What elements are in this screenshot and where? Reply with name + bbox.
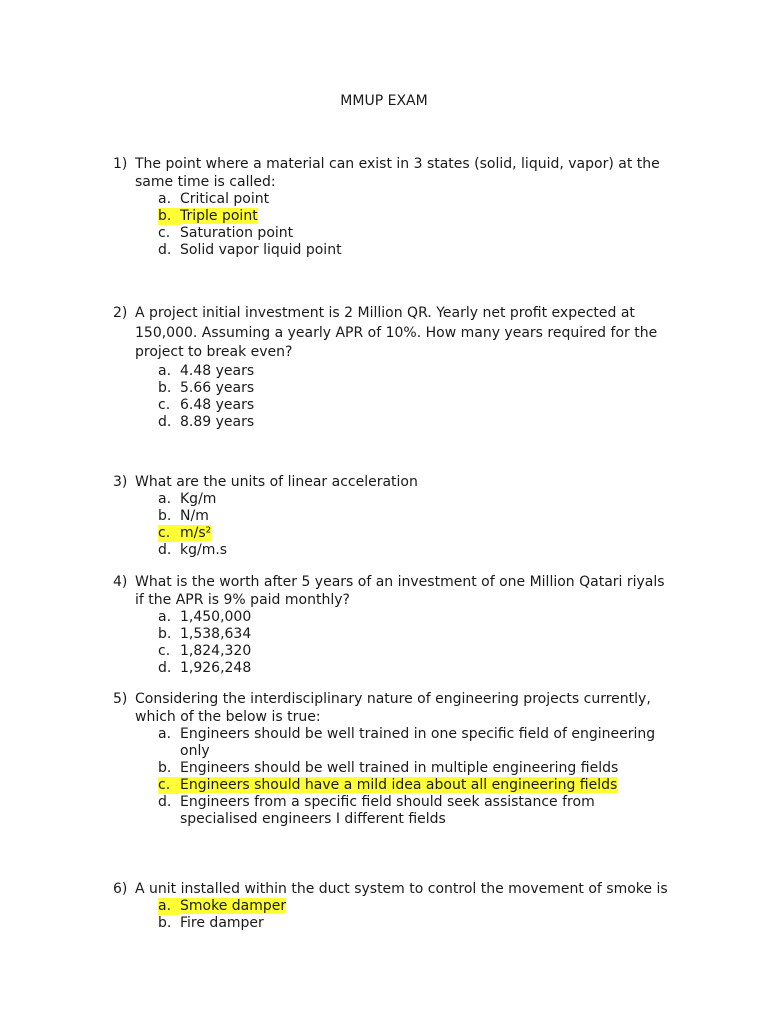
question-number: 3)	[113, 474, 128, 490]
option-text-content: 1,538,634	[180, 626, 252, 642]
answer-option	[113, 508, 673, 525]
option-letter: b.	[158, 760, 172, 776]
option-letter: b.	[158, 379, 172, 396]
answer-option	[113, 660, 673, 677]
option-text-content: 5.66 years	[180, 379, 255, 396]
option-text	[180, 491, 673, 508]
answer-option	[113, 208, 673, 225]
answer-option	[113, 794, 673, 828]
option-list	[113, 609, 673, 677]
option-list	[113, 363, 673, 431]
option-text-content: 1,824,320	[180, 643, 252, 659]
answer-option	[113, 525, 673, 542]
answer-option	[113, 609, 673, 626]
option-letter: b.	[158, 508, 172, 524]
option-text-content: Engineers should be well trained in multiple engineering fields	[180, 760, 619, 776]
question-number: 1)	[113, 156, 128, 172]
option-letter: c.	[158, 525, 180, 542]
question-text: A unit installed within the duct system to control the movement of smoke is	[135, 881, 668, 897]
answer-option	[113, 397, 673, 414]
answer-option	[113, 363, 673, 380]
option-list	[113, 898, 673, 932]
answer-option	[113, 760, 673, 777]
question-3	[113, 473, 673, 559]
option-text	[180, 660, 673, 677]
answer-option	[113, 542, 673, 559]
option-text-content: Critical point	[180, 191, 270, 207]
option-list	[113, 491, 673, 559]
answer-option	[113, 777, 673, 794]
option-text-content: Engineers from a specific field should seek assistance from specialised engineers I different fields	[180, 794, 595, 827]
question-1	[113, 155, 673, 259]
question-text: What is the worth after 5 years of an investment of one Million Qatari riyals if the APR is 9% paid monthly?	[135, 574, 665, 608]
option-text	[180, 508, 673, 525]
option-text-content: 8.89 years	[180, 413, 255, 430]
option-text	[180, 794, 673, 828]
option-text	[180, 626, 673, 643]
question-number: 6)	[113, 881, 128, 897]
answer-option	[113, 626, 673, 643]
question-number: 2)	[113, 305, 128, 321]
option-letter: a.	[158, 609, 172, 625]
answer-option	[113, 491, 673, 508]
answer-option	[113, 898, 673, 915]
option-text	[180, 726, 673, 760]
option-text-content: Solid vapor liquid point	[180, 242, 342, 258]
option-text	[180, 760, 673, 777]
option-letter: d.	[158, 413, 172, 430]
option-text	[180, 777, 673, 794]
option-letter: d.	[158, 242, 172, 258]
option-text	[180, 915, 673, 932]
question-4	[113, 573, 673, 677]
option-letter: c.	[158, 777, 180, 794]
option-list	[113, 726, 673, 828]
option-text	[180, 363, 673, 380]
answer-option	[113, 380, 673, 397]
option-text-content: Saturation point	[180, 225, 294, 241]
option-text-content: 1,926,248	[180, 660, 252, 676]
exam-title: MMUP EXAM	[340, 93, 428, 109]
option-letter: c.	[158, 225, 171, 241]
option-letter: a.	[158, 362, 172, 379]
option-text	[180, 208, 673, 225]
option-letter: a.	[158, 898, 180, 915]
option-letter: a.	[158, 491, 172, 507]
question-text: A project initial investment is 2 Million QR. Yearly net profit expected at 150,000. Assuming a yearly APR of 10%. How many years required for the project to break even?	[135, 305, 658, 360]
question-text: What are the units of linear acceleration	[135, 474, 418, 490]
option-text	[180, 191, 673, 208]
option-text	[180, 643, 673, 660]
question-5	[113, 690, 673, 828]
option-text	[180, 414, 673, 431]
option-text-content: Triple point	[180, 208, 258, 224]
question-number: 4)	[113, 574, 128, 590]
option-letter: b.	[158, 208, 180, 225]
answer-option	[113, 726, 673, 760]
option-text	[180, 225, 673, 242]
option-text	[180, 542, 673, 559]
option-letter: c.	[158, 396, 171, 413]
option-text-content: N/m	[180, 508, 209, 524]
option-text	[180, 525, 673, 542]
option-text-content: Fire damper	[180, 915, 264, 931]
option-letter: d.	[158, 660, 172, 676]
option-text	[180, 609, 673, 626]
answer-option	[113, 191, 673, 208]
option-list	[113, 191, 673, 259]
option-text-content: Engineers should be well trained in one specific field of engineering only	[180, 726, 656, 759]
option-text	[180, 242, 673, 259]
option-text	[180, 397, 673, 414]
option-letter: d.	[158, 794, 172, 810]
option-letter: d.	[158, 542, 172, 558]
question-number: 5)	[113, 691, 128, 707]
option-text-content: 4.48 years	[180, 362, 255, 379]
answer-option	[113, 414, 673, 431]
option-text-content: Kg/m	[180, 491, 217, 507]
question-2	[113, 304, 673, 431]
answer-option	[113, 643, 673, 660]
question-text: The point where a material can exist in 3 states (solid, liquid, vapor) at the same time is called:	[135, 156, 660, 190]
option-text-content: 6.48 years	[180, 396, 255, 413]
question-6	[113, 880, 673, 932]
option-text-content: kg/m.s	[180, 542, 228, 558]
option-letter: b.	[158, 915, 172, 931]
option-text-content: Engineers should have a mild idea about all engineering fields	[180, 777, 618, 793]
option-letter: a.	[158, 726, 172, 742]
option-text-content: Smoke damper	[180, 898, 287, 914]
option-text	[180, 380, 673, 397]
answer-option	[113, 915, 673, 932]
option-text	[180, 898, 673, 915]
option-letter: c.	[158, 643, 171, 659]
option-text-content: 1,450,000	[180, 609, 252, 625]
answer-option	[113, 242, 673, 259]
option-letter: b.	[158, 626, 172, 642]
question-text: Considering the interdisciplinary nature of engineering projects currently, which of the below is true:	[135, 691, 651, 725]
option-text-content: m/s²	[180, 525, 212, 541]
option-letter: a.	[158, 191, 172, 207]
answer-option	[113, 225, 673, 242]
